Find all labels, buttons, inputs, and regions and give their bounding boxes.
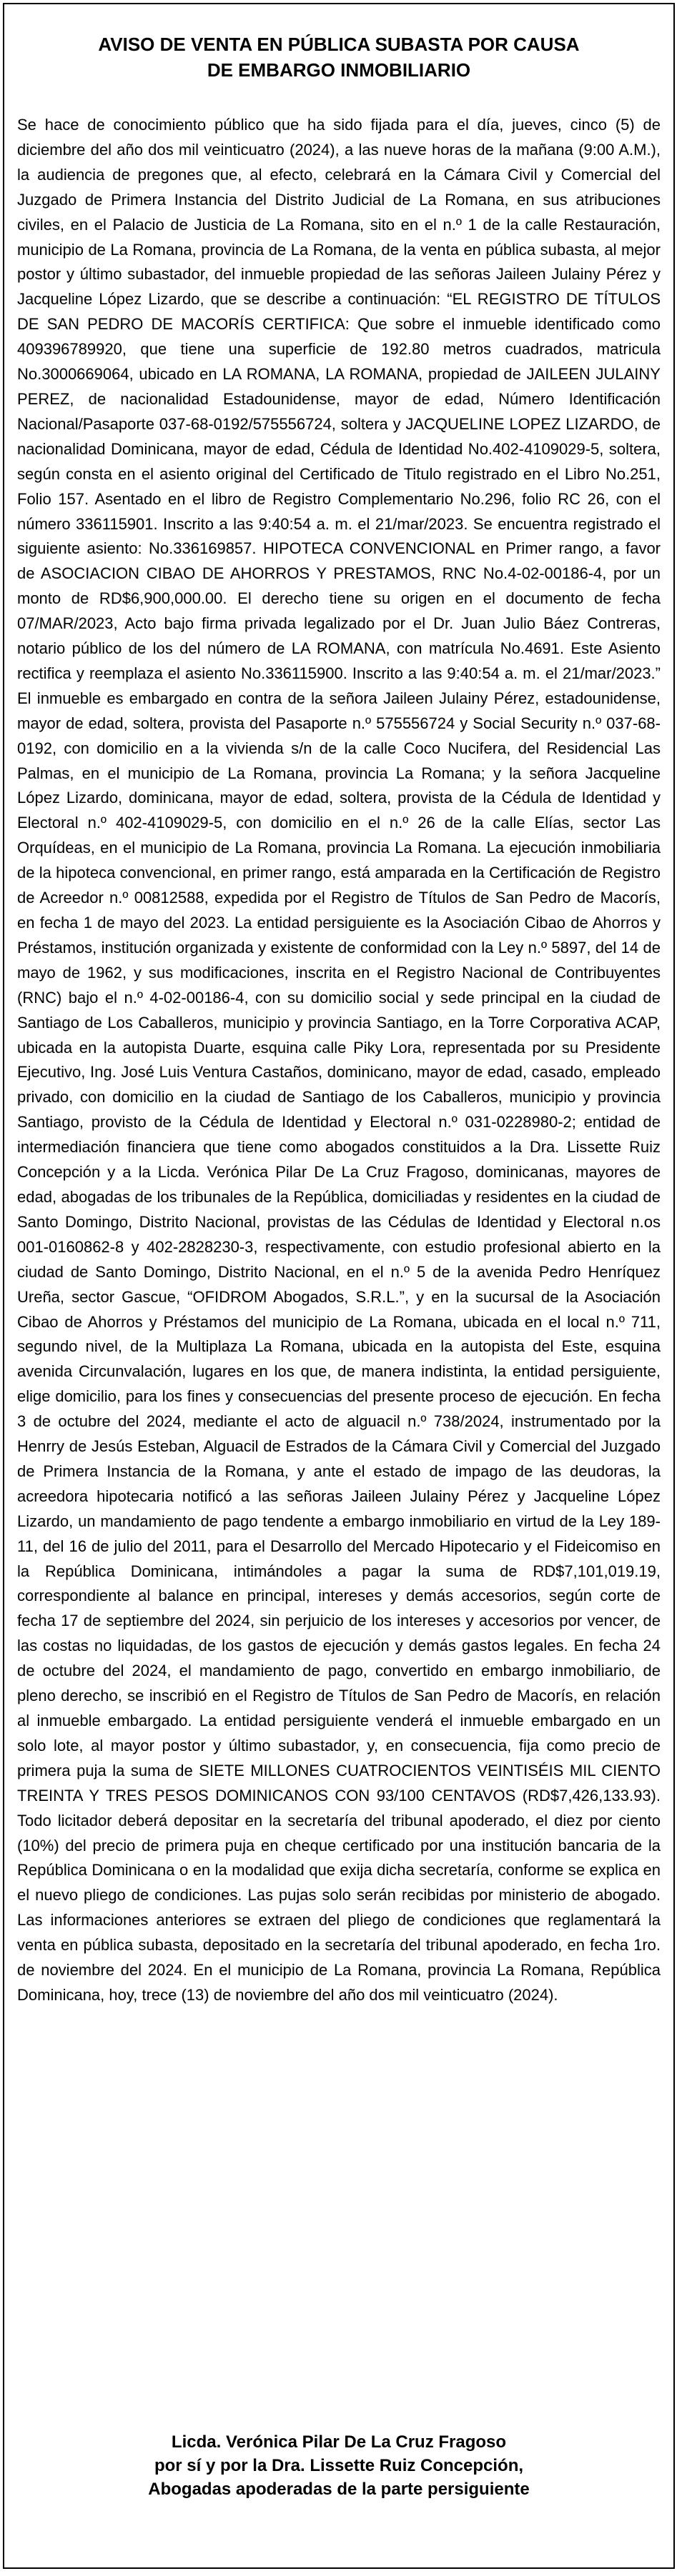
signature-role: Abogadas apoderadas de la parte persiguiente (148, 2480, 530, 2499)
signature-block (4, 2430, 673, 2501)
notice-title-line-1: AVISO DE VENTA EN PÚBLICA SUBASTA POR CAUSA (98, 34, 580, 55)
signature-on-behalf: por sí y por la Dra. Lissette Ruiz Concepción, (154, 2456, 524, 2475)
signature-name: Licda. Verónica Pilar De La Cruz Fragoso (171, 2432, 507, 2452)
notice-title (4, 31, 673, 83)
notice-body: Se hace de conocimiento público que ha sido fijada para el día, jueves, cinco (5) de diciembre del año dos mil veinticuatro (2024), a las nueve horas de la mañana (9:00 A.M.), la audiencia de pregones que, al efecto, celebrará en la Cámara Civil y Comercial del Juzgado de Primera Instancia del Distrito Judicial de La Romana, en sus atribuciones civiles, en el Palacio de Justicia de La Romana, sito en el n.º 1 de la calle Restauración, municipio de La Romana, provincia de La Romana, de la venta en pública subasta, al mejor postor y último subastador, del inmueble propiedad de las señoras Jaileen Julainy Pérez y Jacqueline López Lizardo, que se describe a continuación: “EL REGISTRO DE TÍTULOS DE SAN PEDRO DE MACORÍS CERTIFICA: Que sobre el inmueble identificado como 409396789920, que tiene una superficie de 192.80 metros cuadrados, matricula No.3000669064, ubicado en LA ROMANA, LA ROMANA, propiedad de JAILEEN JULAINY PEREZ, de nacionalidad Estadounidense, mayor de edad, Número Identificación Nacional/Pasaporte 037-68-0192/575556724, soltera y JACQUELINE LOPEZ LIZARDO, de nacionalidad Dominicana, mayor de edad, Cédula de Identidad No.402-4109029-5, soltera, según consta en el asiento original del Certificado de Titulo registrado en el Libro No.251, Folio 157. Asentado en el libro de Registro Complementario No.296, folio RC 26, con el número 336115901. Inscrito a las 9:40:54 a. m. el 21/mar/2023. Se encuentra registrado el siguiente asiento: No.336169857. HIPOTECA CONVENCIONAL en Primer rango, a favor de ASOCIACION CIBAO DE AHORROS Y PRESTAMOS, RNC No.4-02-00186-4, por un monto de RD$6,900,000.00. El derecho tiene su origen en el documento de fecha 07/MAR/2023, Acto bajo firma privada legalizado por el Dr. Juan Julio Báez Contreras, notario público de los del número de LA ROMANA, con matrícula No.4691. Este Asiento rectifica y reemplaza el asiento No.336115900. Inscrito a las 9:40:54 a. m. el 21/mar/2023.” El inmueble es embargado en contra de la señora Jaileen Julainy Pérez, estadounidense, mayor de edad, soltera, provista del Pasaporte n.º 575556724 y Social Security n.º 037-68-0192, con domicilio en a la vivienda s/n de la calle Coco Nucifera, del Residencial Las Palmas, en el municipio de La Romana, provincia La Romana; y la señora Jacqueline López Lizardo, dominicana, mayor de edad, soltera, provista de la Cédula de Identidad y Electoral n.º 402-4109029-5, con domicilio en el n.º 26 de la calle Elías, sector Las Orquídeas, en el municipio de La Romana, provincia La Romana. La ejecución inmobiliaria de la hipoteca convencional, en primer rango, está amparada en la Certificación de Registro de Acreedor n.º 00812588, expedida por el Registro de Títulos de San Pedro de Macorís, en fecha 1 de mayo del 2023. La entidad persiguiente es la Asociación Cibao de Ahorros y Préstamos, institución organizada y existente de conformidad con la Ley n.º 5897, del 14 de mayo de 1962, y sus modificaciones, inscrita en el Registro Nacional de Contribuyentes (RNC) bajo el n.º 4-02-00186-4, con su domicilio social y sede principal en la ciudad de Santiago de Los Caballeros, municipio y provincia Santiago, en la Torre Corporativa ACAP, ubicada en la autopista Duarte, esquina calle Piky Lora, representada por su Presidente Ejecutivo, Ing. José Luis Ventura Castaños, dominicano, mayor de edad, casado, empleado privado, con domicilio en la ciudad de Santiago de los Caballeros, municipio y provincia Santiago, provisto de la Cédula de Identidad y Electoral n.º 031-0228980-2; entidad de intermediación financiera que tiene como abogados constituidos a la Dra. Lissette Ruiz Concepción y a la Licda. Verónica Pilar De La Cruz Fragoso, dominicanas, mayores de edad, abogadas de los tribunales de la República, domiciliadas y residentes en la ciudad de Santo Domingo, Distrito Nacional, provistas de las Cédulas de Identidad y Electoral n.os 001-0160862-8 y 402-2828230-3, respectivamente, con estudio profesional abierto en la ciudad de Santo Domingo, Distrito Nacional, en el n.º 5 de la avenida Pedro Henríquez Ureña, sector Gascue, “OFIDROM Abogados, S.R.L.”, y en la sucursal de la Asociación Cibao de Ahorros y Préstamos del municipio de La Romana, ubicada en el local n.º 711, segundo nivel, de la Multiplaza La Romana, ubicada en la autopista del Este, esquina avenida Circunvalación, lugares en los que, de manera indistinta, la entidad persiguiente, elige domicilio, para los fines y consecuencias del presente proceso de ejecución. En fecha 3 de octubre del 2024, mediante el acto de alguacil n.º 738/2024, instrumentado por la Henrry de Jesús Esteban, Alguacil de Estrados de la Cámara Civil y Comercial del Juzgado de Primera Instancia de la Romana, y ante el estado de impago de las deudoras, la acreedora hipotecaria notificó a las señoras Jaileen Julainy Pérez y Jacqueline López Lizardo, un mandamiento de pago tendente a embargo inmobiliario en virtud de la Ley 189-11, del 16 de julio del 2011, para el Desarrollo del Mercado Hipotecario y el Fideicomiso en la República Dominicana, intimándoles a pagar la suma de RD$7,101,019.19, correspondiente al balance en principal, intereses y demás accesorios, según corte de fecha 17 de septiembre del 2024, sin perjuicio de los intereses y accesorios por vencer, de las costas no liquidadas, de los gastos de ejecución y demás gastos legales. En fecha 24 de octubre del 2024, el mandamiento de pago, convertido en embargo inmobiliario, de pleno derecho, se inscribió en el Registro de Títulos de San Pedro de Macorís, en relación al inmueble embargado. La entidad persiguiente venderá el inmueble embargado en un solo lote, al mayor postor y último subastador, y, en consecuencia, fija como precio de primera puja la suma de SIETE MILLONES CUATROCIENTOS VEINTISÉIS MIL CIENTO TREINTA Y TRES PESOS DOMINICANOS CON 93/100 CENTAVOS (RD$7,426,133.93). Todo licitador deberá depositar en la secretaría del tribunal apoderado, el diez por ciento (10%) del precio de primera puja en cheque certificado por una institución bancaria de la República Dominicana o en la modalidad que exija dicha secretaría, conforme se explica en el nuevo pliego de condiciones. Las pujas solo serán recibidas por ministerio de abogado. Las informaciones anteriores se extraen del pliego de condiciones que reglamentará la venta en pública subasta, depositado en la secretaría del tribunal apoderado, en fecha 1ro. de noviembre del 2024. En el municipio de La Romana, provincia La Romana, República Dominicana, hoy, trece (13) de noviembre del año dos mil veinticuatro (2024). (17, 116, 661, 2004)
notice-title-line-2: DE EMBARGO INMOBILIARIO (207, 59, 471, 81)
legal-notice (3, 3, 675, 2569)
